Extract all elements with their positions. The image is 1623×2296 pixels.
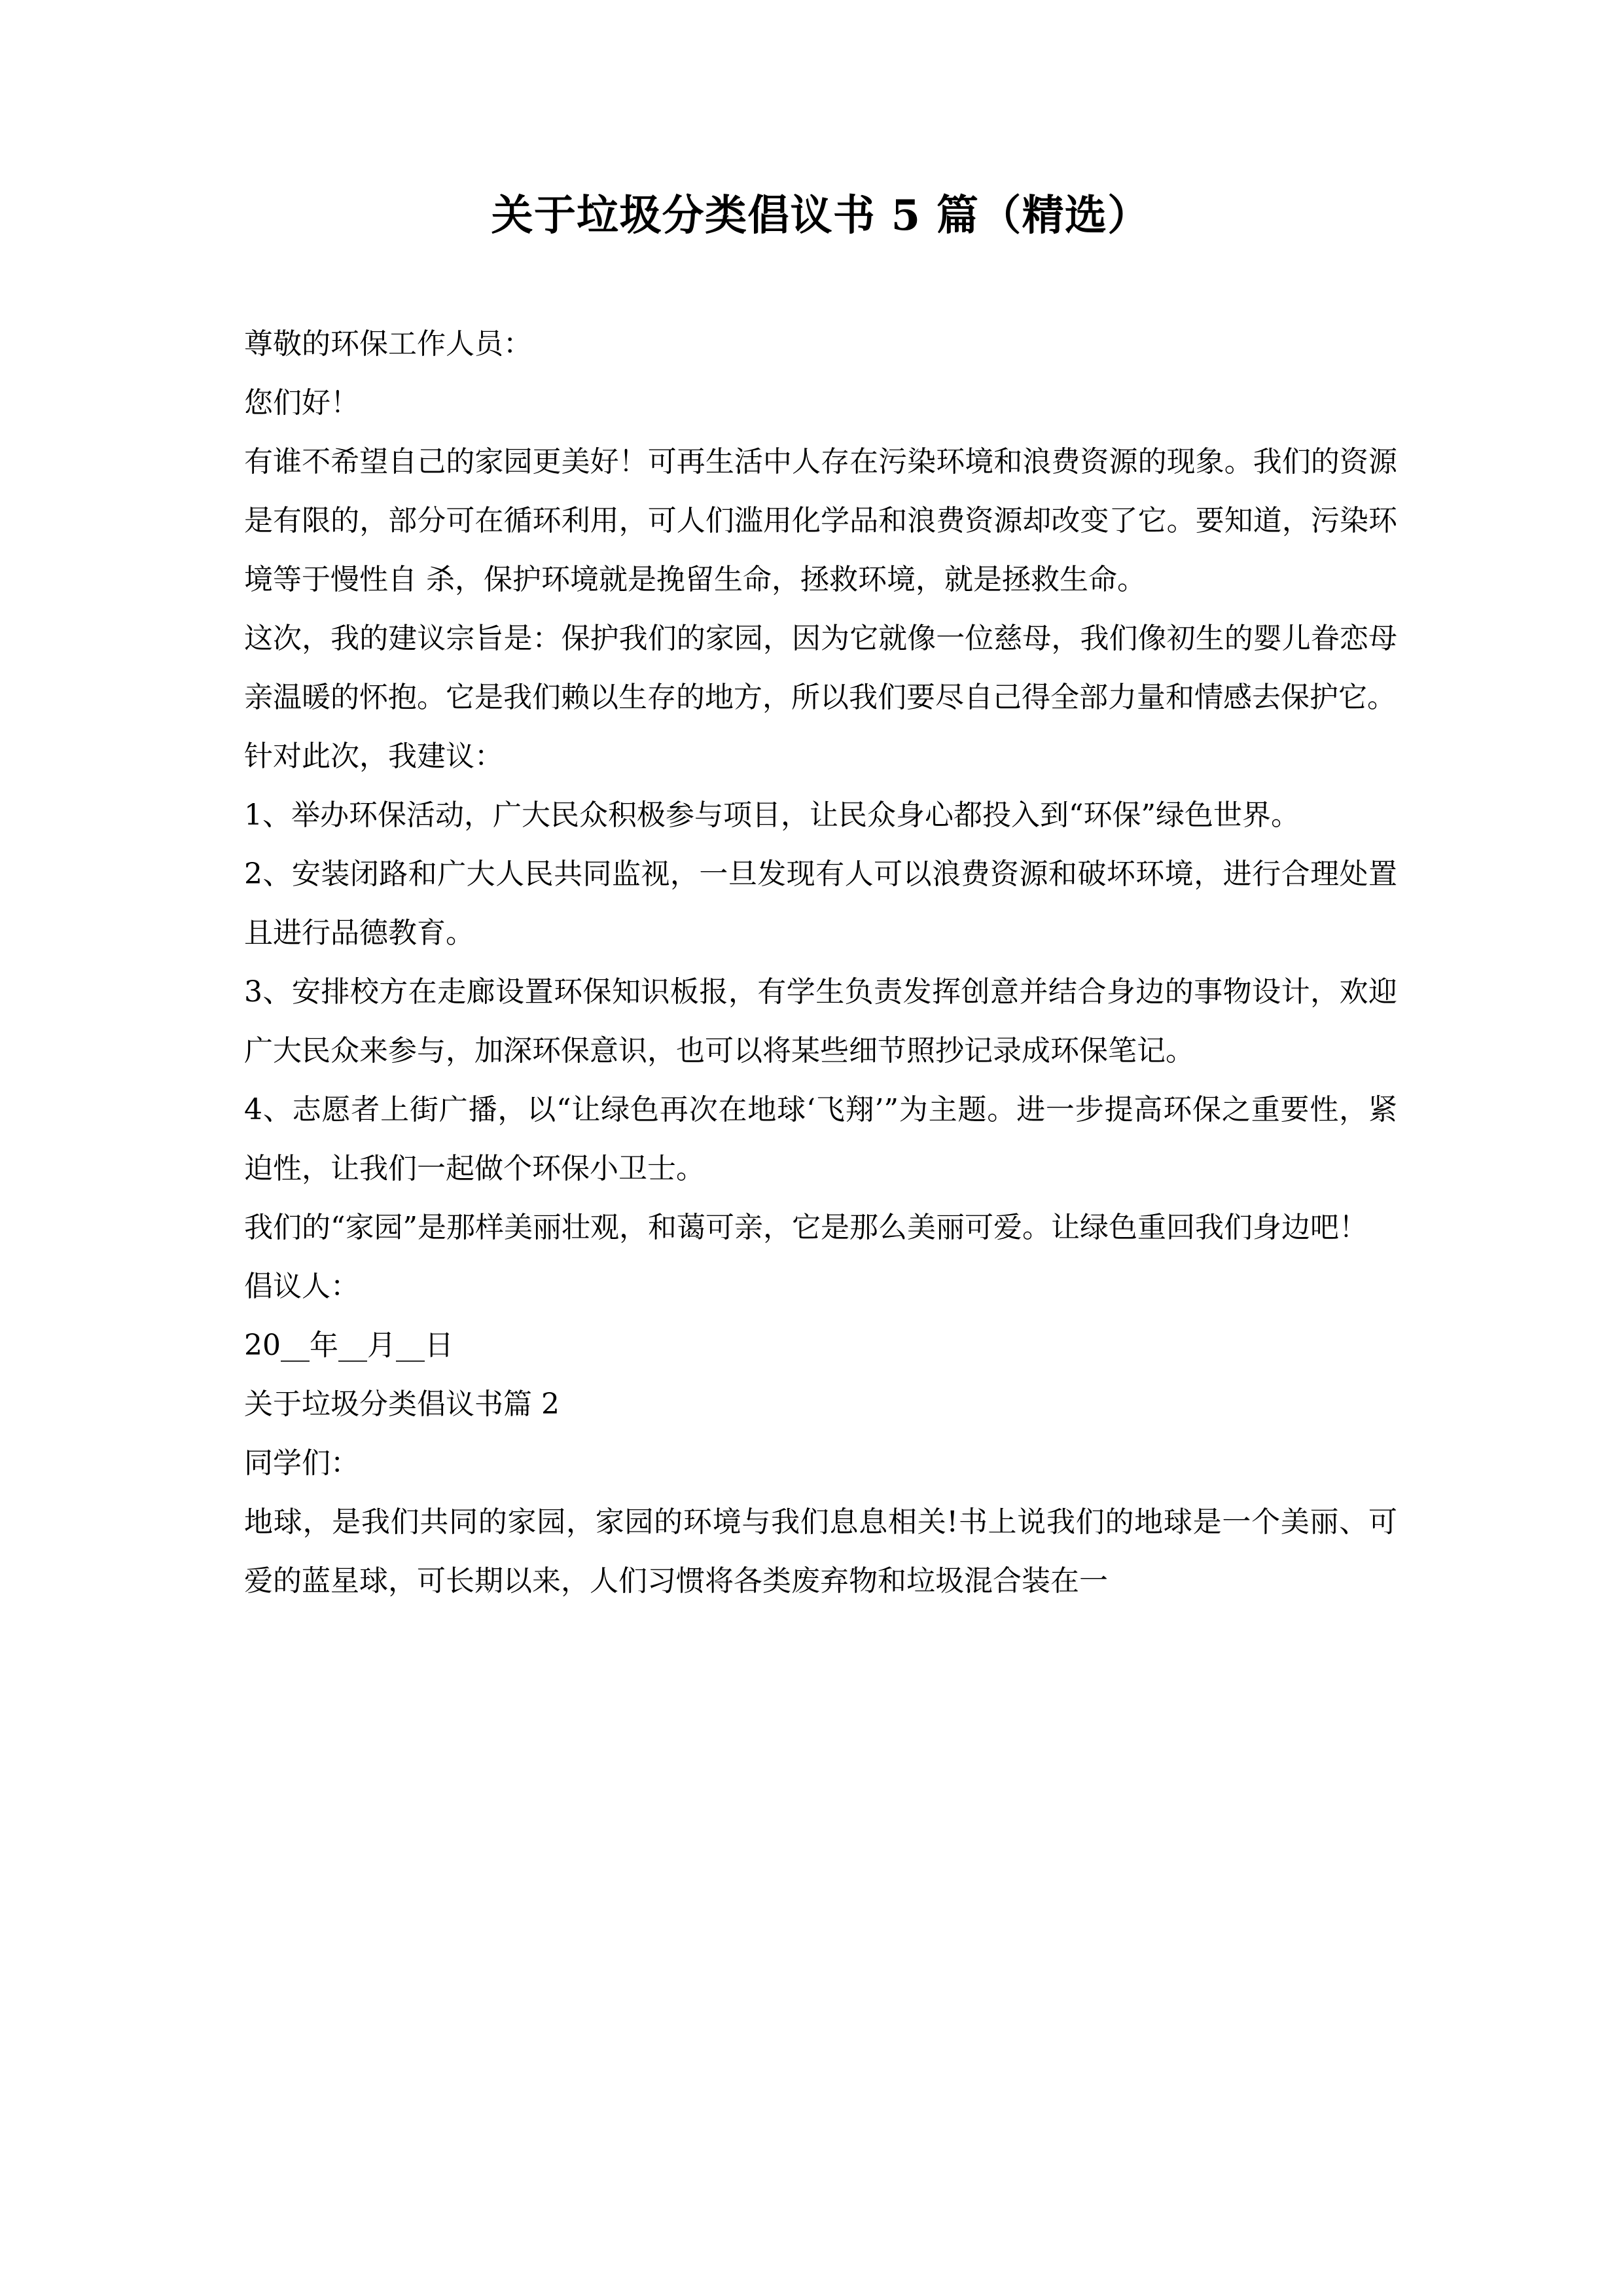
paragraph-intro-part-2: 地球，是我们共同的家园，家园的环境与我们息息相关!书上说我们的地球是一个美丽、可爱的蓝星球，可长期以来，人们习惯将各类废弃物和垃圾混合装在一 (244, 1505, 1397, 1598)
paragraph-suggestion-4: 4、志愿者上街广播，以“让绿色再次在地球‘飞翔’”为主题。进一步提高环保之重要性，紧迫性，让我们一起做个环保小卫士。 (244, 1093, 1397, 1185)
signature-proposer: 倡议人： (244, 1270, 359, 1303)
page-title: 关于垃圾分类倡议书 5 篇（精选） (491, 191, 1150, 240)
document-content (244, 0, 1397, 1611)
paragraph-intro: 有谁不希望自己的家园更美好！可再生活中人存在污染环境和浪费资源的现象。我们的资源是有限的，部分可在循环利用，可人们滥用化学品和浪费资源却改变了它。要知道，污染环境等于慢性自 杀，保护环境就是挽留生命，拯救环境，就是拯救生命。 (244, 445, 1397, 596)
paragraph-suggestion-lead: 针对此次，我建议： (244, 740, 503, 773)
signature-date: 20__年__月__日 (244, 1329, 454, 1362)
section-heading-part-2: 关于垃圾分类倡议书篇 2 (244, 1388, 560, 1421)
paragraph-suggestion-2: 2、安装闭路和广大人民共同监视，一旦发现有人可以浪费资源和破坏环境，进行合理处置且进行品德教育。 (244, 857, 1397, 950)
paragraph-suggestion-1: 1、举办环保活动，广大民众积极参与项目，让民众身心都投入到“环保”绿色世界。 (244, 798, 1300, 832)
paragraph-closing: 我们的“家园”是那样美丽壮观，和蔼可亲，它是那么美丽可爱。让绿色重回我们身边吧！ (244, 1211, 1368, 1244)
paragraph-salutation: 尊敬的环保工作人员： (244, 327, 532, 361)
paragraph-greeting: 您们好！ (244, 386, 359, 420)
paragraph-suggestion-3: 3、安排校方在走廊设置环保知识板报，有学生负责发挥创意并结合身边的事物设计，欢迎广大民众来参与，加深环保意识，也可以将某些细节照抄记录成环保笔记。 (244, 975, 1397, 1067)
document-body (244, 315, 1397, 1611)
paragraph-purpose: 这次，我的建议宗旨是：保护我们的家园，因为它就像一位慈母，我们像初生的婴儿眷恋母亲温暖的怀抱。它是我们赖以生存的地方，所以我们要尽自己得全部力量和情感去保护它。 (244, 622, 1397, 714)
paragraph-salutation-part-2: 同学们： (244, 1446, 359, 1480)
